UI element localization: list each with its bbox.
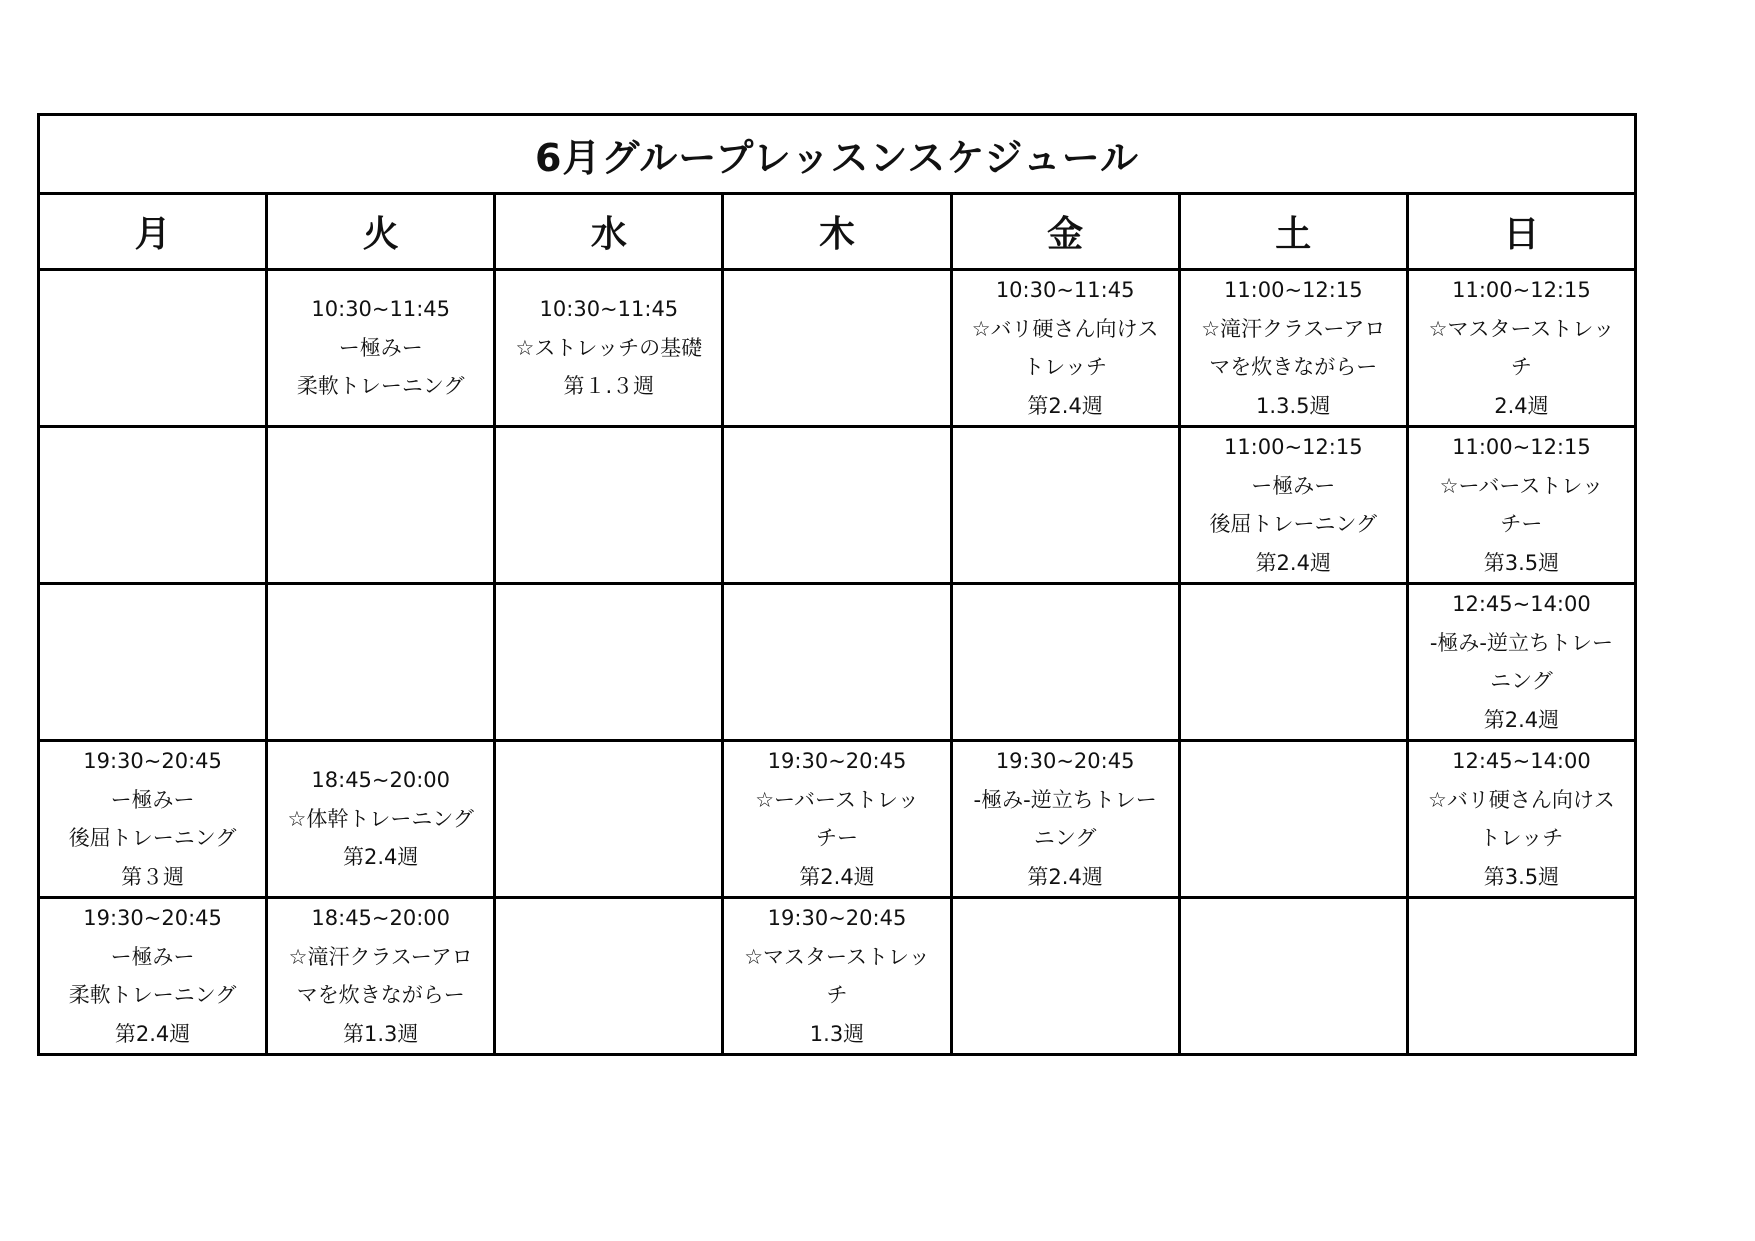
empty-slot-mon xyxy=(39,427,267,584)
lesson-name: トレッチ xyxy=(1479,826,1564,850)
day-header-mon: 月 xyxy=(39,194,267,270)
lesson-slot-mon xyxy=(39,898,267,1055)
lesson-time: 19:30~20:45 xyxy=(995,749,1135,773)
lesson-weeks: 第2.4週 xyxy=(1255,550,1331,575)
lesson-name: チ xyxy=(1510,355,1532,379)
lesson-weeks: 第１.３週 xyxy=(563,374,655,399)
lesson-time: 10:30~11:45 xyxy=(995,278,1135,302)
lesson-time: 19:30~20:45 xyxy=(83,906,222,930)
schedule-row xyxy=(39,584,1636,741)
lesson-name: -極み-逆立ちトレー xyxy=(1429,630,1613,655)
lesson-name: ☆バリ硬さん向けス xyxy=(971,316,1159,341)
lesson-slot-mon xyxy=(39,741,267,898)
empty-slot-tue xyxy=(267,427,495,584)
lesson-name: ー極みー xyxy=(1251,473,1336,498)
lesson-name: -極み-逆立ちトレー xyxy=(973,787,1157,812)
empty-slot-wed xyxy=(495,741,723,898)
empty-slot-sat xyxy=(1179,898,1407,1055)
lesson-weeks: 1.3.5週 xyxy=(1256,393,1331,418)
lesson-weeks: 第３週 xyxy=(121,864,185,889)
lesson-time: 19:30~20:45 xyxy=(83,749,222,773)
lesson-name: ☆マスターストレッ xyxy=(1428,316,1615,341)
lesson-slot-sat xyxy=(1179,270,1407,427)
schedule-row xyxy=(39,427,1636,584)
lesson-time: 11:00~12:15 xyxy=(1452,278,1591,302)
lesson-name: ー極みー xyxy=(110,944,195,969)
empty-slot-thu xyxy=(723,584,951,741)
empty-slot-fri xyxy=(951,898,1179,1055)
lesson-slot-sat xyxy=(1179,427,1407,584)
lesson-weeks: 第2.4週 xyxy=(343,845,419,870)
lesson-name: チー xyxy=(1500,512,1543,536)
empty-slot-thu xyxy=(723,270,951,427)
lesson-name: ニング xyxy=(1490,669,1553,693)
day-header-tue: 火 xyxy=(267,194,495,270)
lesson-weeks: 第2.4週 xyxy=(799,864,875,889)
lesson-slot-wed xyxy=(495,270,723,427)
lesson-time: 19:30~20:45 xyxy=(767,749,907,773)
day-header-wed: 水 xyxy=(495,194,723,270)
empty-slot-sat xyxy=(1179,584,1407,741)
lesson-time: 10:30~11:45 xyxy=(311,297,451,322)
lesson-name: ☆ーバーストレッ xyxy=(1439,473,1604,498)
lesson-name: ☆ストレッチの基礎 xyxy=(515,335,703,360)
empty-slot-thu xyxy=(723,427,951,584)
lesson-time: 11:00~12:15 xyxy=(1223,435,1363,459)
lesson-weeks: 2.4週 xyxy=(1494,393,1549,418)
lesson-name: 後屈トレーニング xyxy=(1209,512,1378,536)
day-header-thu: 木 xyxy=(723,194,951,270)
title-row xyxy=(39,115,1636,194)
lesson-weeks: 第2.4週 xyxy=(1027,393,1103,418)
lesson-name: ☆滝汗クラスーアロ xyxy=(1201,316,1386,341)
lesson-name: ☆マスターストレッ xyxy=(744,944,930,969)
schedule-row xyxy=(39,270,1636,427)
lesson-name: ー極みー xyxy=(338,335,423,360)
lesson-slot-thu xyxy=(723,898,951,1055)
empty-slot-wed xyxy=(495,584,723,741)
lesson-name: マを炊きながらー xyxy=(1209,355,1378,379)
empty-slot-mon xyxy=(39,584,267,741)
empty-slot-tue xyxy=(267,584,495,741)
day-header-fri: 金 xyxy=(951,194,1179,270)
lesson-name: 後屈トレーニング xyxy=(68,826,237,850)
lesson-time: 12:45~14:00 xyxy=(1452,749,1591,773)
day-header-row xyxy=(39,194,1636,270)
lesson-name: チー xyxy=(815,826,858,850)
lesson-weeks: 第2.4週 xyxy=(1027,864,1103,889)
lesson-time: 11:00~12:15 xyxy=(1223,278,1363,302)
empty-slot-sat xyxy=(1179,741,1407,898)
lesson-name: マを炊きながらー xyxy=(296,983,465,1007)
lesson-slot-tue xyxy=(267,741,495,898)
empty-slot-fri xyxy=(951,427,1179,584)
lesson-slot-thu xyxy=(723,741,951,898)
lesson-time: 11:00~12:15 xyxy=(1452,435,1591,459)
day-header-sun: 日 xyxy=(1407,194,1635,270)
lesson-time: 18:45~20:00 xyxy=(311,906,451,930)
lesson-name: ☆体幹トレーニング xyxy=(287,806,474,831)
schedule-row xyxy=(39,741,1636,898)
lesson-weeks: 第3.5週 xyxy=(1483,550,1560,575)
lesson-slot-tue xyxy=(267,898,495,1055)
schedule-row xyxy=(39,898,1636,1055)
lesson-weeks: 第1.3週 xyxy=(343,1021,419,1046)
lesson-slot-sun xyxy=(1407,584,1635,741)
schedule-title: 6月グループレッスンスケジュール xyxy=(39,115,1636,194)
lesson-time: 18:45~20:00 xyxy=(311,768,451,793)
lesson-time: 10:30~11:45 xyxy=(539,297,679,322)
lesson-name: 柔軟トレーニング xyxy=(68,983,237,1007)
lesson-slot-sun xyxy=(1407,427,1635,584)
lesson-weeks: 第3.5週 xyxy=(1483,864,1560,889)
lesson-name: ☆ーバーストレッ xyxy=(755,787,919,812)
lesson-time: 12:45~14:00 xyxy=(1452,592,1591,616)
lesson-slot-fri xyxy=(951,270,1179,427)
day-header-sat: 土 xyxy=(1179,194,1407,270)
lesson-weeks: 第2.4週 xyxy=(114,1021,191,1046)
empty-slot-sun xyxy=(1407,898,1635,1055)
lesson-name: ☆バリ硬さん向けス xyxy=(1428,787,1615,812)
lesson-name: ー極みー xyxy=(110,787,195,812)
lesson-schedule-table xyxy=(37,113,1637,1056)
lesson-name: チ xyxy=(826,983,848,1007)
lesson-name: 柔軟トレーニング xyxy=(296,374,465,399)
lesson-time: 19:30~20:45 xyxy=(767,906,907,930)
lesson-name: ☆滝汗クラスーアロ xyxy=(288,944,473,969)
empty-slot-wed xyxy=(495,898,723,1055)
lesson-slot-tue xyxy=(267,270,495,427)
lesson-name: トレッチ xyxy=(1023,355,1108,379)
lesson-slot-sun xyxy=(1407,270,1635,427)
lesson-name: ニング xyxy=(1033,826,1097,850)
lesson-weeks: 第2.4週 xyxy=(1483,707,1560,732)
empty-slot-wed xyxy=(495,427,723,584)
empty-slot-fri xyxy=(951,584,1179,741)
empty-slot-mon xyxy=(39,270,267,427)
lesson-weeks: 1.3週 xyxy=(809,1021,865,1046)
lesson-slot-fri xyxy=(951,741,1179,898)
lesson-slot-sun xyxy=(1407,741,1635,898)
